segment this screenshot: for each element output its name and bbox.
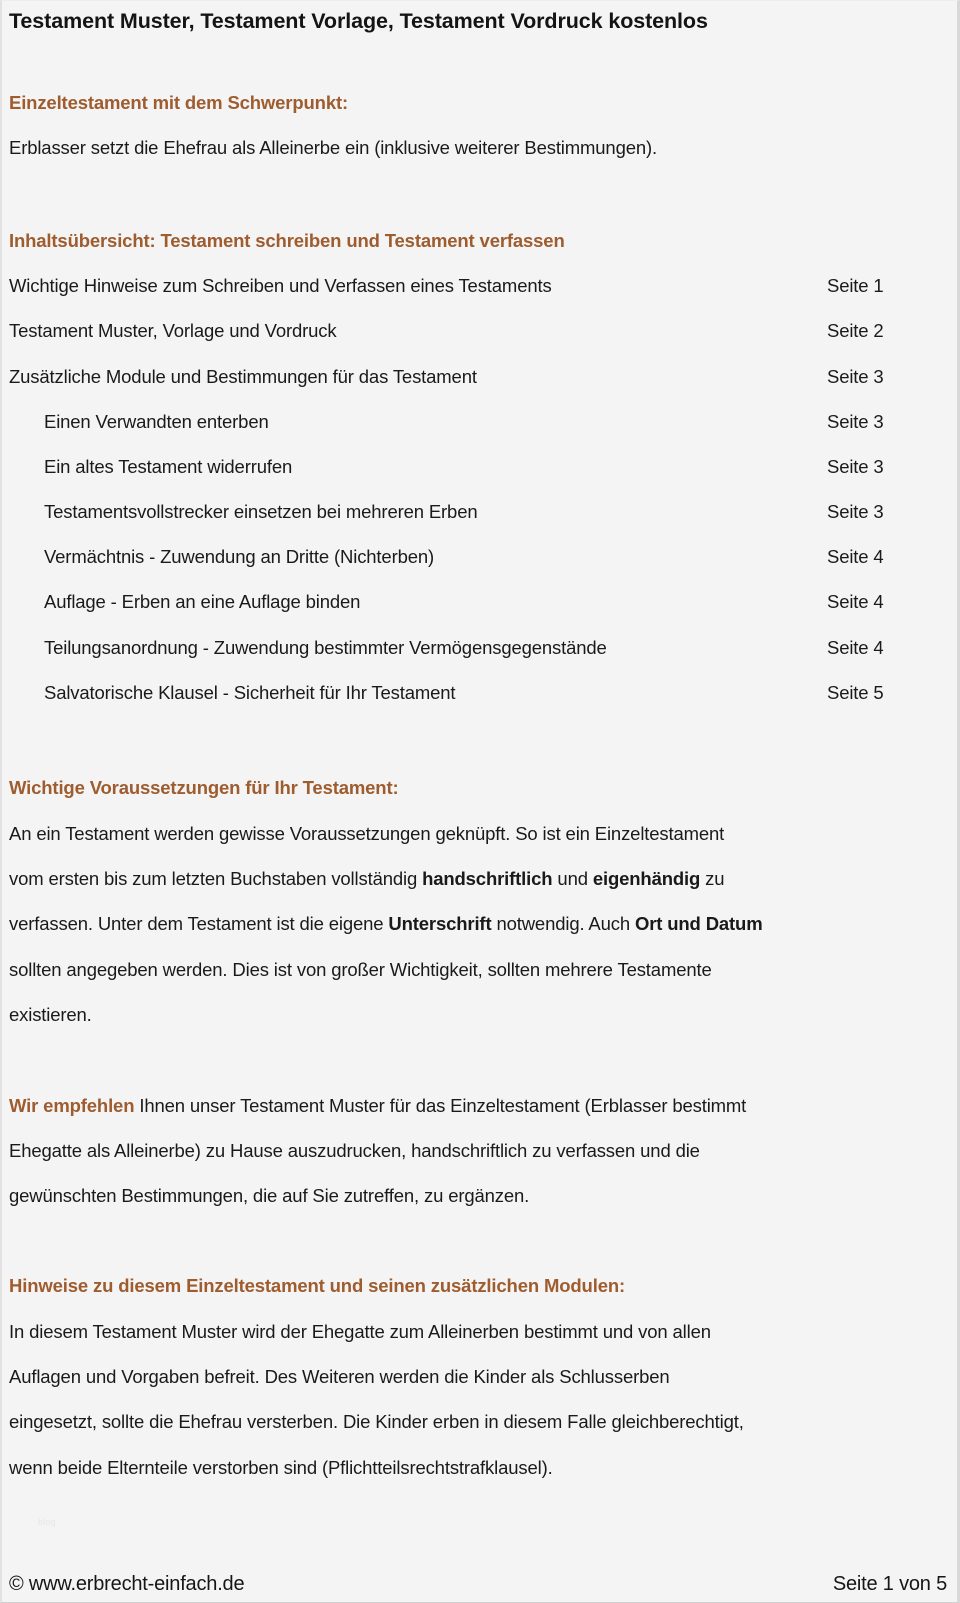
text-fragment: Ihnen unser Testament Muster für das Einzeltestament (Erblasser bestimmt bbox=[134, 1095, 747, 1116]
empfehlung-lead: Wir empfehlen bbox=[9, 1095, 135, 1116]
hinweise-heading: Hinweise zu diesem Einzeltestament und seinen zusätzlichen Modulen: bbox=[9, 1275, 625, 1296]
text-fragment: verfassen. Unter dem Testament ist die eigene bbox=[9, 913, 389, 935]
emphasis-unterschrift: Unterschrift bbox=[388, 913, 492, 935]
voraussetzungen-line-4: sollten angegeben werden. Dies ist von großer Wichtigkeit, sollten mehrere Testamente bbox=[9, 958, 712, 980]
text-fragment: vom ersten bis zum letzten Buchstaben vollständig bbox=[9, 868, 423, 890]
toc-entry[interactable] bbox=[9, 546, 955, 591]
voraussetzungen-heading: Wichtige Voraussetzungen für Ihr Testament: bbox=[9, 777, 399, 798]
emphasis-handschriftlich: handschriftlich bbox=[422, 868, 553, 890]
toc-entry[interactable] bbox=[9, 591, 955, 636]
text-fragment: und bbox=[552, 868, 593, 890]
toc-entry-page: Seite 4 bbox=[827, 636, 884, 658]
toc-entry[interactable] bbox=[9, 456, 955, 501]
toc-entry-label: Vermächtnis - Zuwendung an Dritte (Nichterben) bbox=[44, 546, 435, 568]
toc-entry-label: Testamentsvollstrecker einsetzen bei mehreren Erben bbox=[44, 501, 478, 523]
toc-entry[interactable] bbox=[9, 320, 955, 365]
table-of-contents bbox=[9, 229, 955, 727]
toc-heading: Inhaltsübersicht: Testament schreiben und Testament verfassen bbox=[9, 230, 565, 251]
toc-entry-page: Seite 3 bbox=[827, 501, 884, 523]
toc-entry-page: Seite 1 bbox=[827, 275, 884, 297]
intro-heading: Einzeltestament mit dem Schwerpunkt: bbox=[9, 92, 348, 113]
toc-entry-label: Ein altes Testament widerrufen bbox=[44, 455, 293, 477]
hinweise-section bbox=[9, 1274, 744, 1479]
hinweise-line-3: eingesetzt, sollte die Ehefrau versterben. Die Kinder erben in diesem Falle gleichberechtigt, bbox=[9, 1411, 744, 1433]
toc-entry-page: Seite 3 bbox=[827, 455, 884, 477]
voraussetzungen-line-1: An ein Testament werden gewisse Voraussetzungen geknüpft. So ist ein Einzeltestament bbox=[9, 823, 725, 845]
toc-entry[interactable] bbox=[9, 411, 955, 456]
voraussetzungen-line-2 bbox=[9, 867, 763, 890]
toc-entry-label: Auflage - Erben an eine Auflage binden bbox=[44, 591, 361, 613]
toc-entry-page: Seite 2 bbox=[827, 320, 884, 342]
hinweise-line-1: In diesem Testament Muster wird der Ehegatte zum Alleinerben bestimmt und von allen bbox=[9, 1321, 711, 1343]
text-fragment: notwendig. Auch bbox=[491, 913, 635, 935]
toc-list bbox=[9, 275, 955, 727]
empfehlung-line-3: gewünschten Bestimmungen, die auf Sie zutreffen, zu ergänzen. bbox=[9, 1185, 530, 1207]
toc-entry-page: Seite 4 bbox=[827, 591, 884, 613]
toc-entry-page: Seite 4 bbox=[827, 546, 884, 568]
empfehlung-section bbox=[9, 1094, 746, 1207]
toc-entry-label: Zusätzliche Module und Bestimmungen für das Testament bbox=[9, 365, 477, 387]
page-content bbox=[2, 1, 960, 1478]
voraussetzungen-line-3 bbox=[9, 912, 763, 935]
voraussetzungen-section bbox=[9, 776, 763, 1026]
emphasis-eigenhaendig: eigenhändig bbox=[592, 868, 701, 890]
empfehlung-line-2: Ehegatte als Alleinerbe) zu Hause auszudrucken, handschriftlich zu verfassen und die bbox=[9, 1140, 700, 1162]
toc-entry[interactable] bbox=[9, 682, 955, 727]
page-footer bbox=[9, 1573, 947, 1596]
voraussetzungen-line-5: existieren. bbox=[9, 1003, 92, 1025]
blog-watermark: blog bbox=[38, 1517, 56, 1527]
toc-entry[interactable] bbox=[9, 366, 955, 411]
toc-entry-page: Seite 3 bbox=[827, 410, 884, 432]
toc-entry-label: Einen Verwandten enterben bbox=[44, 410, 269, 432]
toc-entry-label: Teilungsanordnung - Zuwendung bestimmter Vermögensgegenstände bbox=[44, 636, 607, 658]
toc-entry[interactable] bbox=[9, 501, 955, 546]
emphasis-ort-und-datum: Ort und Datum bbox=[634, 913, 763, 935]
hinweise-line-2: Auflagen und Vorgaben befreit. Des Weiteren werden die Kinder als Schlusserben bbox=[9, 1366, 670, 1388]
toc-entry[interactable] bbox=[9, 275, 955, 320]
intro-section bbox=[9, 91, 657, 159]
page-title: Testament Muster, Testament Vorlage, Testament Vordruck kostenlos bbox=[9, 9, 708, 33]
footer-copyright: © www.erbrecht-einfach.de bbox=[9, 1573, 245, 1595]
toc-entry-page: Seite 3 bbox=[827, 365, 884, 387]
toc-entry-label: Salvatorische Klausel - Sicherheit für Ihr Testament bbox=[44, 681, 456, 703]
footer-page-indicator: Seite 1 von 5 bbox=[832, 1573, 947, 1595]
toc-entry-page: Seite 5 bbox=[827, 681, 884, 703]
empfehlung-line-1 bbox=[9, 1094, 746, 1117]
hinweise-line-4: wenn beide Elternteile verstorben sind (Pflichtteilsrechtstrafklausel). bbox=[9, 1456, 553, 1478]
intro-line: Erblasser setzt die Ehefrau als Alleinerbe ein (inklusive weiterer Bestimmungen). bbox=[9, 137, 657, 159]
toc-entry-label: Testament Muster, Vorlage und Vordruck bbox=[9, 320, 337, 342]
toc-entry[interactable] bbox=[9, 637, 955, 682]
text-fragment: zu bbox=[700, 868, 725, 890]
toc-entry-label: Wichtige Hinweise zum Schreiben und Verfassen eines Testaments bbox=[9, 275, 552, 297]
